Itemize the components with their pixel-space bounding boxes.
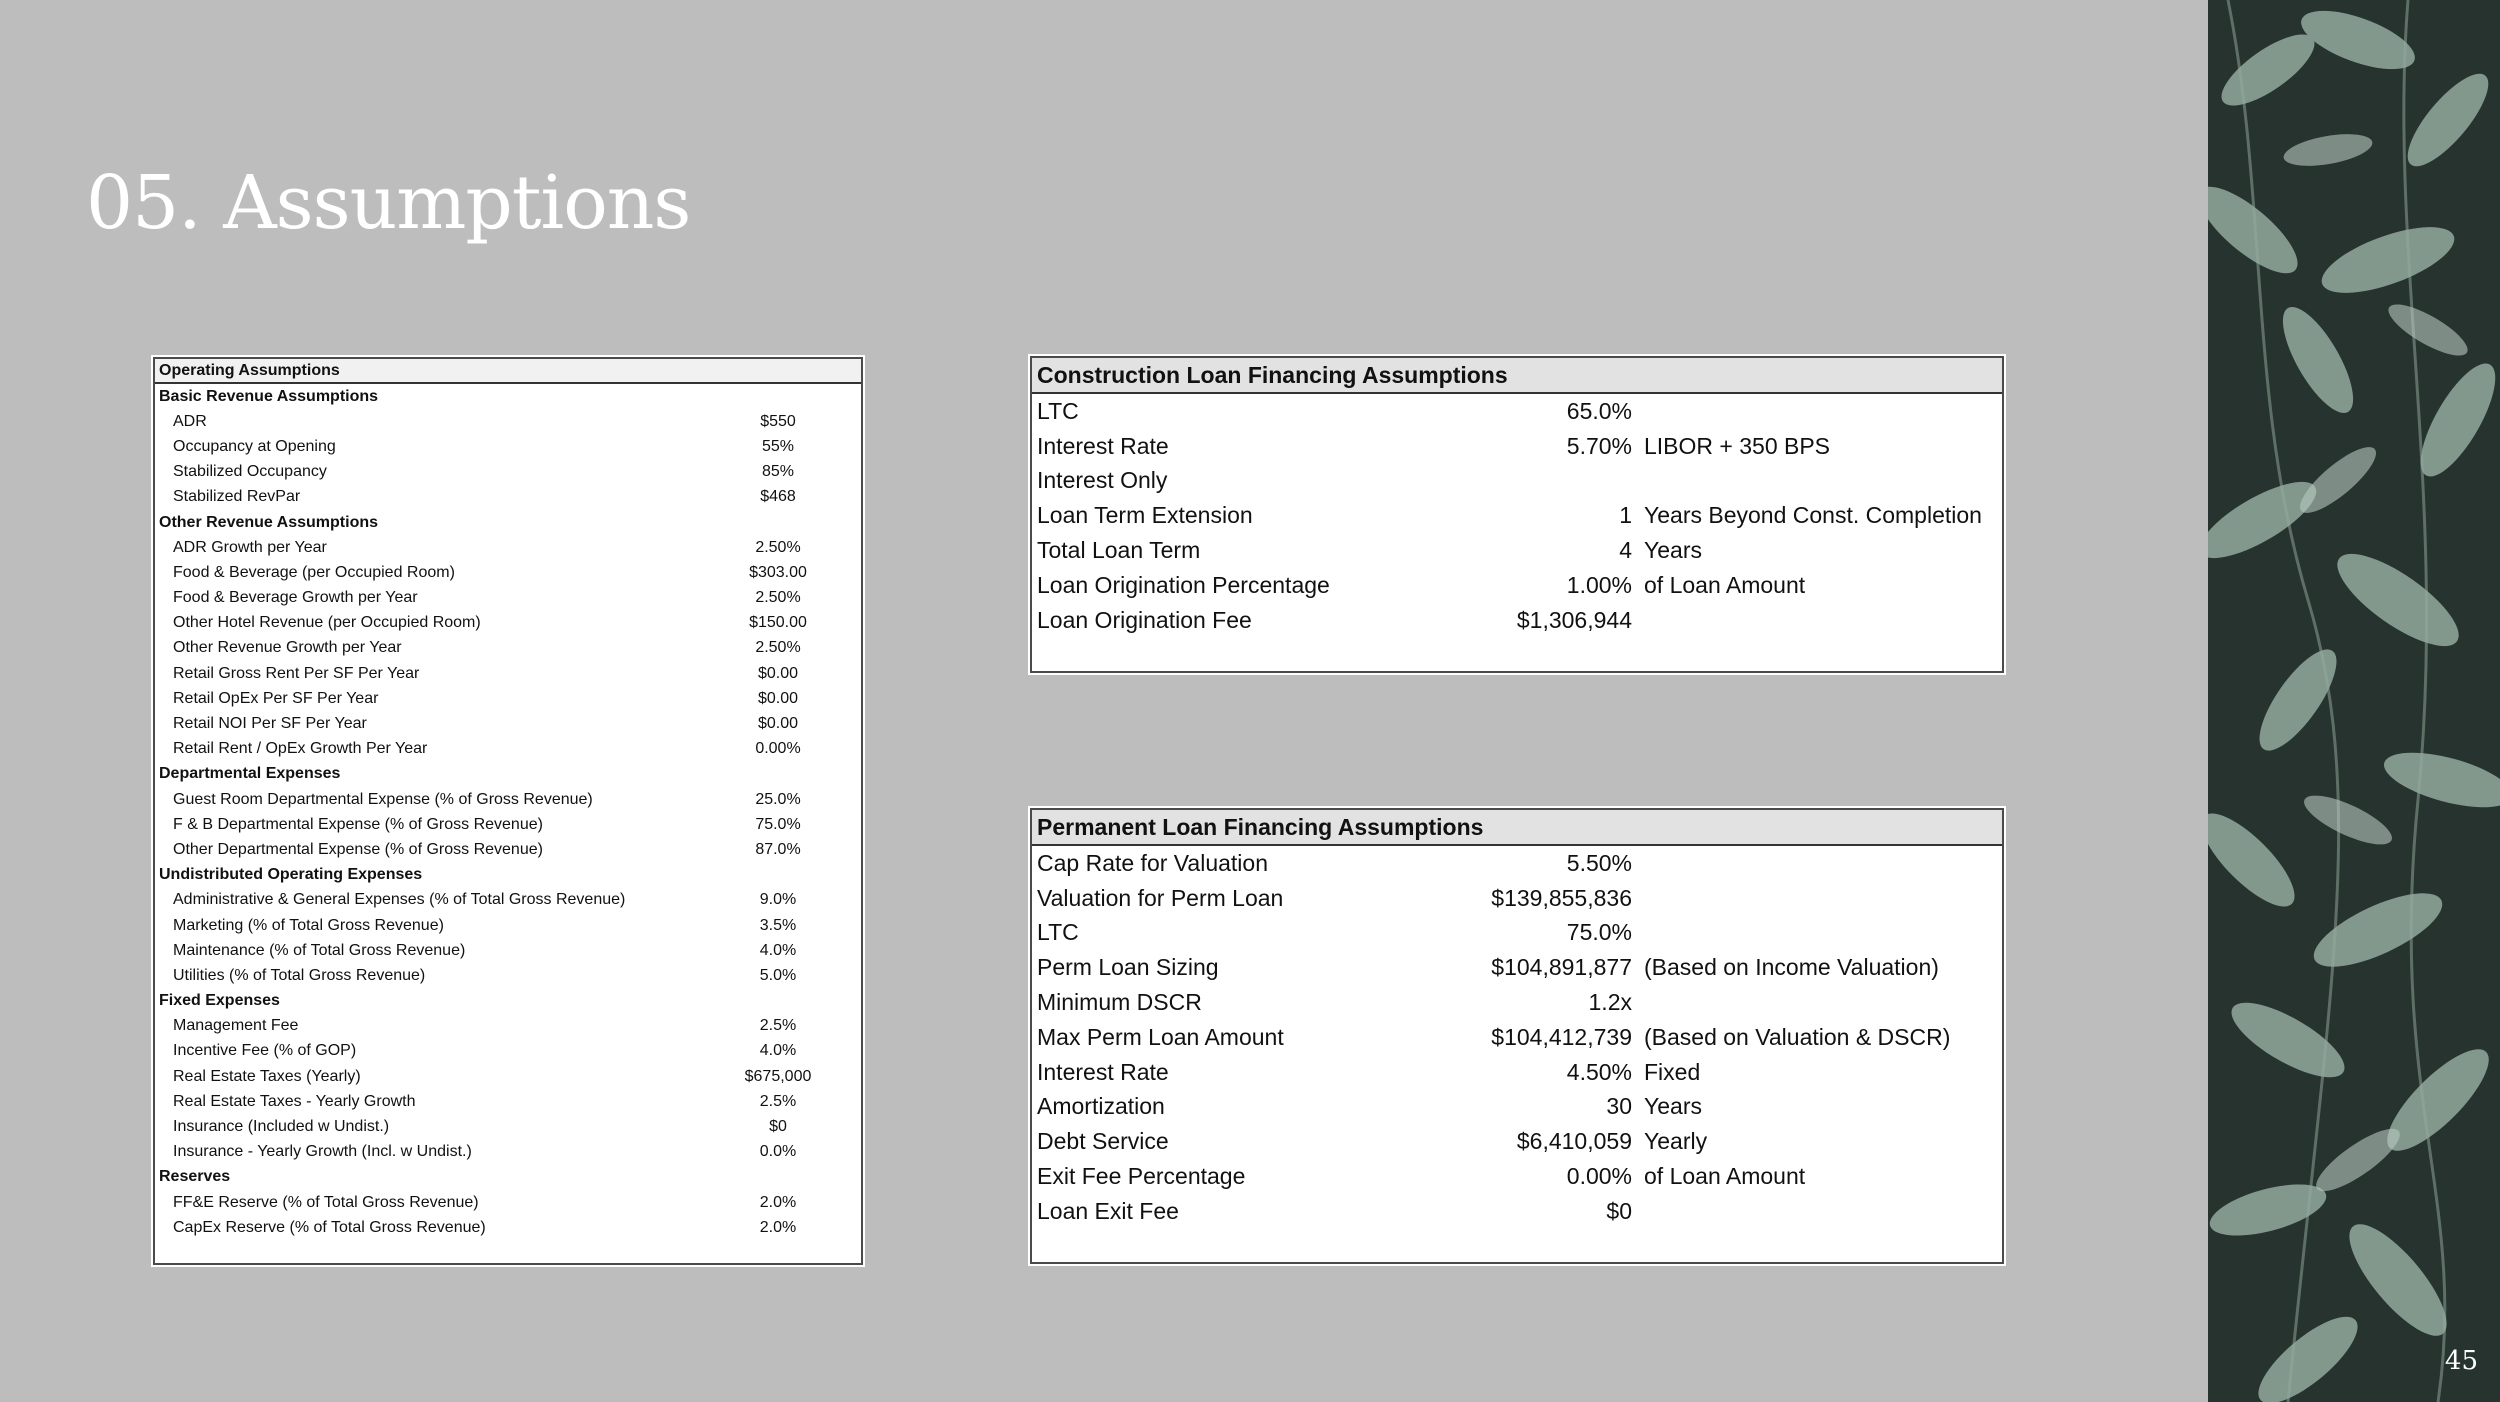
table-header-row — [1032, 358, 2002, 393]
row-label: Retail Gross Rent Per SF Per Year — [173, 664, 420, 682]
table-row — [155, 409, 861, 434]
section-label: Reserves — [159, 1168, 231, 1186]
row-note — [1632, 464, 2002, 499]
table-row — [1032, 1124, 2002, 1159]
row-label: Administrative & General Expenses (% of Total Gross Revenue) — [173, 891, 626, 909]
row-note: Years — [1644, 1093, 1702, 1120]
table-row — [1032, 1194, 2002, 1229]
row-value: $550 — [760, 412, 796, 430]
table-row — [155, 837, 861, 862]
row-note: Years — [1644, 537, 1702, 564]
row-value: 75.0% — [1566, 919, 1632, 946]
row-value: 55% — [761, 437, 795, 455]
section-label: Other Revenue Assumptions — [159, 513, 379, 531]
row-value: $0.00 — [757, 715, 799, 733]
table-row — [155, 737, 861, 762]
row-value: 1 — [1619, 502, 1632, 529]
row-label: Retail Rent / OpEx Growth Per Year — [173, 740, 428, 758]
table-row — [1032, 950, 2002, 985]
section-row — [155, 762, 861, 787]
row-label: LTC — [1037, 919, 1079, 946]
table-row — [155, 686, 861, 711]
row-value: 5.70% — [1566, 432, 1632, 459]
row-label: Management Fee — [173, 1017, 299, 1035]
row-note — [1632, 393, 2002, 429]
row-value: 85% — [761, 463, 795, 481]
row-note: (Based on Income Valuation) — [1644, 954, 1939, 981]
table-row — [155, 1140, 861, 1165]
row-note: of Loan Amount — [1644, 571, 1806, 598]
table-row — [155, 485, 861, 510]
row-label: Guest Room Departmental Expense (% of Gross Revenue) — [173, 790, 593, 808]
table-row — [155, 1089, 861, 1114]
table-row — [1032, 464, 2002, 499]
row-value — [703, 762, 861, 787]
row-label: Retail NOI Per SF Per Year — [173, 715, 367, 733]
row-label: Maintenance (% of Total Gross Revenue) — [173, 941, 466, 959]
row-value — [703, 1165, 861, 1190]
table-header: Permanent Loan Financing Assumptions — [1032, 810, 2002, 845]
section-row — [155, 1165, 861, 1190]
permanent-loan-table — [1030, 808, 2004, 1264]
table-row — [155, 1190, 861, 1215]
row-value: $0.00 — [757, 689, 799, 707]
table-row — [155, 560, 861, 585]
row-value: 2.50% — [755, 639, 801, 657]
row-label: Minimum DSCR — [1037, 989, 1202, 1016]
row-value: 2.50% — [755, 589, 801, 607]
row-value: 2.50% — [755, 538, 801, 556]
row-label: Amortization — [1037, 1093, 1165, 1120]
row-label: Perm Loan Sizing — [1037, 954, 1219, 981]
row-label: Total Loan Term — [1037, 537, 1201, 564]
row-note — [1632, 916, 2002, 951]
table-row — [155, 787, 861, 812]
row-value: $104,412,739 — [1491, 1023, 1632, 1050]
row-note: Yearly — [1644, 1128, 1708, 1155]
table-row — [1032, 533, 2002, 568]
row-label: Incentive Fee (% of GOP) — [173, 1042, 357, 1060]
table-row — [155, 1114, 861, 1139]
section-label: Fixed Expenses — [159, 992, 280, 1010]
operating-assumptions-table — [153, 357, 863, 1265]
row-label: Real Estate Taxes (Yearly) — [173, 1067, 361, 1085]
row-note: (Based on Valuation & DSCR) — [1644, 1023, 1951, 1050]
leaf-photo-icon — [2208, 0, 2500, 1402]
row-value: $0 — [769, 1118, 787, 1136]
row-label: Stabilized Occupancy — [173, 463, 327, 481]
row-label: Debt Service — [1037, 1128, 1169, 1155]
row-label: Other Departmental Expense (% of Gross Revenue) — [173, 840, 543, 858]
row-value: 0.00% — [755, 740, 801, 758]
section-row — [155, 863, 861, 888]
row-label: Loan Exit Fee — [1037, 1197, 1179, 1224]
row-value: 0.0% — [759, 1143, 797, 1161]
row-label: Cap Rate for Valuation — [1037, 849, 1268, 876]
row-value — [703, 989, 861, 1014]
row-label: LTC — [1037, 397, 1079, 424]
row-label: Insurance - Yearly Growth (Incl. w Undist.) — [173, 1143, 472, 1161]
row-value: 65.0% — [1566, 397, 1632, 424]
section-row — [155, 510, 861, 535]
row-label: Other Revenue Growth per Year — [173, 639, 402, 657]
row-value — [703, 383, 861, 409]
table-row — [1032, 498, 2002, 533]
table-row — [155, 711, 861, 736]
row-note — [1632, 881, 2002, 916]
table-row — [155, 1215, 861, 1240]
table-row — [155, 963, 861, 988]
row-value: $303.00 — [749, 563, 807, 581]
row-label: F & B Departmental Expense (% of Gross Revenue) — [173, 815, 543, 833]
slide-title: 05. Assumptions — [86, 160, 691, 246]
row-label: Interest Rate — [1037, 432, 1169, 459]
table-row — [155, 460, 861, 485]
row-label: Occupancy at Opening — [173, 437, 336, 455]
row-value: 9.0% — [759, 891, 797, 909]
row-value: 4.0% — [759, 1042, 797, 1060]
row-note — [1632, 1194, 2002, 1229]
row-value: $1,306,944 — [1516, 606, 1632, 633]
row-label: Other Hotel Revenue (per Occupied Room) — [173, 614, 481, 632]
row-label: CapEx Reserve (% of Total Gross Revenue) — [173, 1218, 486, 1236]
row-note — [1632, 603, 2002, 638]
row-value: $0 — [1606, 1197, 1632, 1224]
table-row — [155, 1064, 861, 1089]
row-label: Loan Term Extension — [1037, 502, 1253, 529]
row-value: 5.0% — [759, 966, 797, 984]
table-row — [1032, 881, 2002, 916]
table-row — [155, 1039, 861, 1064]
leaf-photo — [2208, 0, 2500, 1402]
table-row — [155, 913, 861, 938]
row-value: 30 — [1606, 1093, 1632, 1120]
row-value: $150.00 — [749, 614, 807, 632]
table-row — [1032, 916, 2002, 951]
table-row — [155, 434, 861, 459]
row-value: 2.0% — [759, 1218, 797, 1236]
row-label: Valuation for Perm Loan — [1037, 884, 1284, 911]
table-row — [1032, 1159, 2002, 1194]
row-value: 75.0% — [755, 815, 801, 833]
row-label: FF&E Reserve (% of Total Gross Revenue) — [173, 1193, 479, 1211]
table-row — [155, 636, 861, 661]
row-label: Exit Fee Percentage — [1037, 1163, 1246, 1190]
section-label: Departmental Expenses — [159, 765, 341, 783]
table-header: Construction Loan Financing Assumptions — [1032, 358, 2002, 393]
table-row — [1032, 845, 2002, 881]
row-label: Stabilized RevPar — [173, 488, 301, 506]
table-row — [1032, 1020, 2002, 1055]
row-note: Fixed — [1644, 1058, 1701, 1085]
row-value — [1437, 464, 1632, 499]
row-value: 1.00% — [1566, 571, 1632, 598]
row-label: Real Estate Taxes - Yearly Growth — [173, 1092, 416, 1110]
row-label: Marketing (% of Total Gross Revenue) — [173, 916, 444, 934]
row-label: Food & Beverage Growth per Year — [173, 589, 418, 607]
row-value: 2.5% — [759, 1092, 797, 1110]
table-row — [155, 938, 861, 963]
row-value: 87.0% — [755, 840, 801, 858]
row-value: 25.0% — [755, 790, 801, 808]
row-label: Retail OpEx Per SF Per Year — [173, 689, 379, 707]
table-header-row — [1032, 810, 2002, 845]
row-note: of Loan Amount — [1644, 1163, 1806, 1190]
table-row — [155, 611, 861, 636]
table-row — [1032, 393, 2002, 429]
row-label: Insurance (Included w Undist.) — [173, 1118, 390, 1136]
table-header-row — [155, 359, 861, 383]
row-label: Max Perm Loan Amount — [1037, 1023, 1284, 1050]
table-row — [155, 535, 861, 560]
table-row — [155, 586, 861, 611]
table-row — [1032, 985, 2002, 1020]
table-row — [1032, 568, 2002, 603]
row-label: Food & Beverage (per Occupied Room) — [173, 563, 455, 581]
table-row — [1032, 1055, 2002, 1090]
row-value: $468 — [760, 488, 796, 506]
table-header: Operating Assumptions — [155, 359, 861, 383]
row-label: ADR Growth per Year — [173, 538, 327, 556]
row-label: Interest Only — [1037, 467, 1168, 494]
page-number: 45 — [2444, 1346, 2478, 1376]
row-value — [703, 863, 861, 888]
section-row — [155, 383, 861, 409]
table-row — [155, 1014, 861, 1039]
row-value: 2.0% — [759, 1193, 797, 1211]
table-row — [155, 888, 861, 913]
table-row — [1032, 429, 2002, 464]
row-label: Interest Rate — [1037, 1058, 1169, 1085]
table-row — [155, 812, 861, 837]
section-row — [155, 989, 861, 1014]
row-note: Years Beyond Const. Completion — [1644, 502, 1982, 529]
row-value: $6,410,059 — [1516, 1128, 1632, 1155]
row-label: ADR — [173, 412, 207, 430]
row-value: $0.00 — [757, 664, 799, 682]
row-value: 3.5% — [759, 916, 797, 934]
row-value: 5.50% — [1566, 849, 1632, 876]
section-label: Basic Revenue Assumptions — [159, 387, 379, 405]
row-label: Loan Origination Percentage — [1037, 571, 1330, 598]
table-row — [155, 661, 861, 686]
row-value: $675,000 — [744, 1067, 812, 1085]
row-note — [1632, 985, 2002, 1020]
row-label: Loan Origination Fee — [1037, 606, 1252, 633]
row-value — [703, 510, 861, 535]
row-note — [1632, 845, 2002, 881]
row-value: 4.50% — [1566, 1058, 1632, 1085]
row-value: $104,891,877 — [1491, 954, 1632, 981]
construction-loan-table — [1030, 356, 2004, 673]
row-value: 1.2x — [1588, 989, 1632, 1016]
row-value: 2.5% — [759, 1017, 797, 1035]
row-value: 4.0% — [759, 941, 797, 959]
row-label: Utilities (% of Total Gross Revenue) — [173, 966, 426, 984]
table-row — [1032, 603, 2002, 638]
row-value: $139,855,836 — [1491, 884, 1632, 911]
row-value: 4 — [1619, 537, 1632, 564]
table-row — [1032, 1090, 2002, 1125]
row-note: LIBOR + 350 BPS — [1644, 432, 1831, 459]
row-value: 0.00% — [1566, 1163, 1632, 1190]
section-label: Undistributed Operating Expenses — [159, 866, 423, 884]
